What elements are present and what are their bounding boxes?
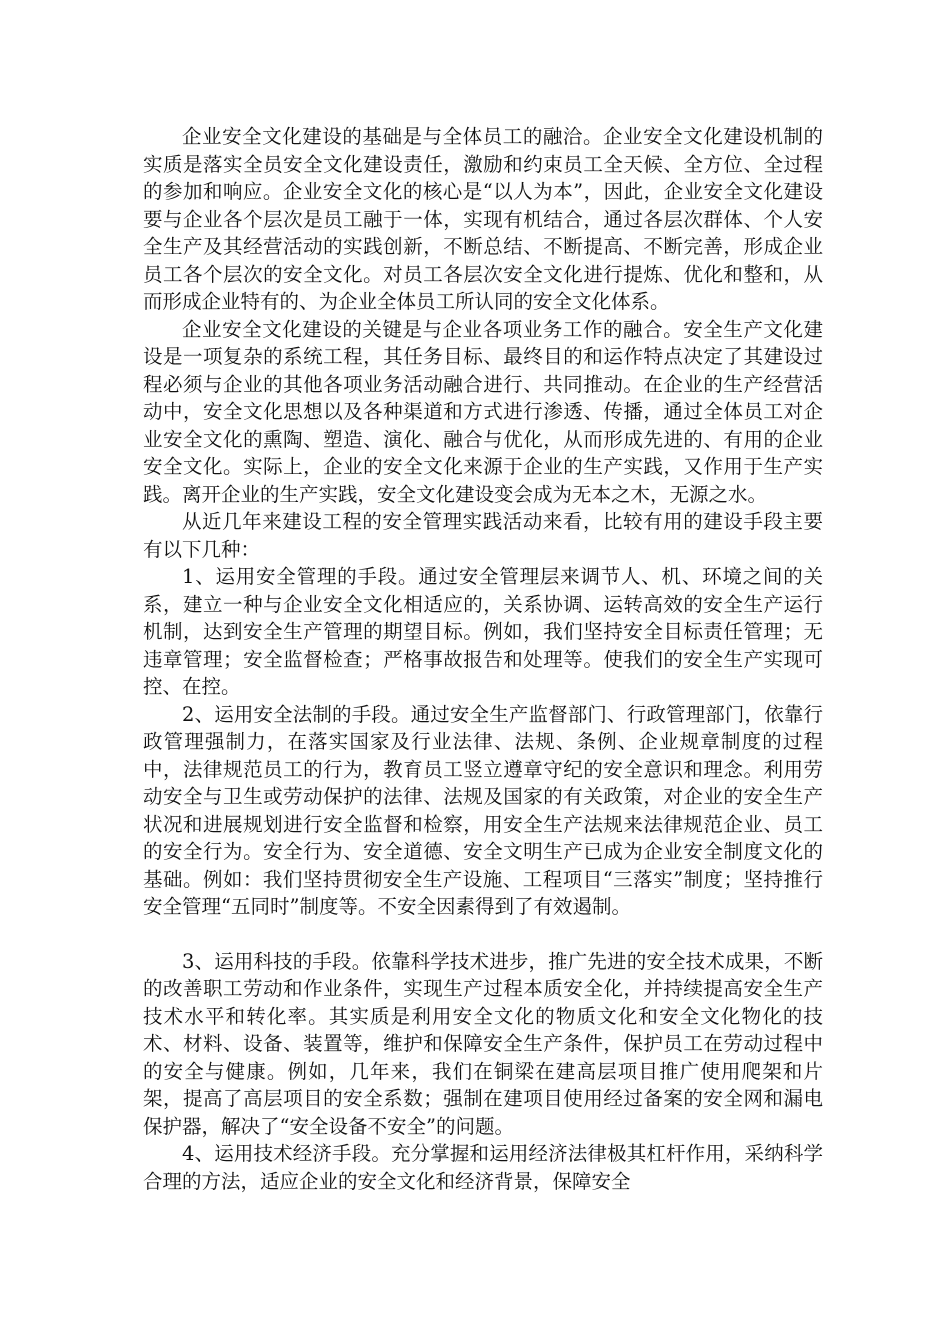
paragraph-method-economic: 4、运用技术经济手段。充分掌握和运用经济法律极其杠杆作用，采纳科学合理的方法，适应企业的安全文化和经济背景，保障安全	[143, 1142, 823, 1193]
paragraph-method-legal: 2、运用安全法制的手段。通过安全生产监督部门、行政管理部门，依靠行政管理强制力，在落实国家及行业法律、法规、条例、企业规章制度的过程中，法律规范员工的行为，教育员工竖立遵章守纪的安全意识和理念。利用劳动安全与卫生或劳动保护的法律、法规及国家的有关政策，对企业的安全生产状况和进展规划进行安全监督和检察，用安全生产法规来法律规范企业、员工的安全行为。安全行为、安全道德、安全文明生产已成为企业安全制度文化的基础。例如：我们坚持贯彻安全生产设施、工程项目“三落实”制度；坚持推行安全管理“五同时”制度等。不安全因素得到了有效遏制。	[143, 702, 823, 918]
paragraph-method-technology: 3、运用科技的手段。依靠科学技术进步，推广先进的安全技术成果，不断的改善职工劳动和作业条件，实现生产过程本质安全化，并持续提高安全生产技术水平和转化率。其实质是利用安全文化的物质文化和安全文化物化的技术、材料、设备、装置等，维护和保障安全生产条件，保护员工在劳动过程中的安全与健康。例如，几年来，我们在铜梁在建高层项目推广使用爬架和片架，提高了高层项目的安全系数；强制在建项目使用经过备案的安全网和漏电保护器，解决了“安全设备不安全”的问题。	[143, 949, 823, 1138]
paragraph-foundation: 企业安全文化建设的基础是与全体员工的融洽。企业安全文化建设机制的实质是落实全员安全文化建设责任，激励和约束员工全天候、全方位、全过程的参加和响应。企业安全文化的核心是“以人为本”，因此，企业安全文化建设要与企业各个层次是员工融于一体，实现有机结合，通过各层次群体、个人安全生产及其经营活动的实践创新，不断总结、不断提高、不断完善，形成企业员工各个层次的安全文化。对员工各层次安全文化进行提炼、优化和整和，从而形成企业特有的、为企业全体员工所认同的安全文化体系。	[143, 125, 823, 313]
paragraph-key-integration: 企业安全文化建设的关键是与企业各项业务工作的融合。安全生产文化建设是一项复杂的系统工程，其任务目标、最终目的和运作特点决定了其建设过程必须与企业的其他各项业务活动融合进行、共同推动。在企业的生产经营活动中，安全文化思想以及各种渠道和方式进行渗透、传播，通过全体员工对企业安全文化的熏陶、塑造、演化、融合与优化，从而形成先进的、有用的企业安全文化。实际上，企业的安全文化来源于企业的生产实践，又作用于生产实践。离开企业的生产实践，安全文化建设变会成为无本之木，无源之水。	[143, 317, 823, 506]
document-body	[143, 123, 823, 1195]
paragraph-methods-intro: 从近几年来建设工程的安全管理实践活动来看，比较有用的建设手段主要有以下几种：	[143, 510, 823, 561]
paragraph-method-management: 1、运用安全管理的手段。通过安全管理层来调节人、机、环境之间的关系，建立一种与企业安全文化相适应的，关系协调、运转高效的安全生产运行机制，达到安全生产管理的期望目标。例如，我们坚持安全目标责任管理；无违章管理；安全监督检查；严格事故报告和处理等。使我们的安全生产实现可控、在控。	[143, 565, 823, 698]
